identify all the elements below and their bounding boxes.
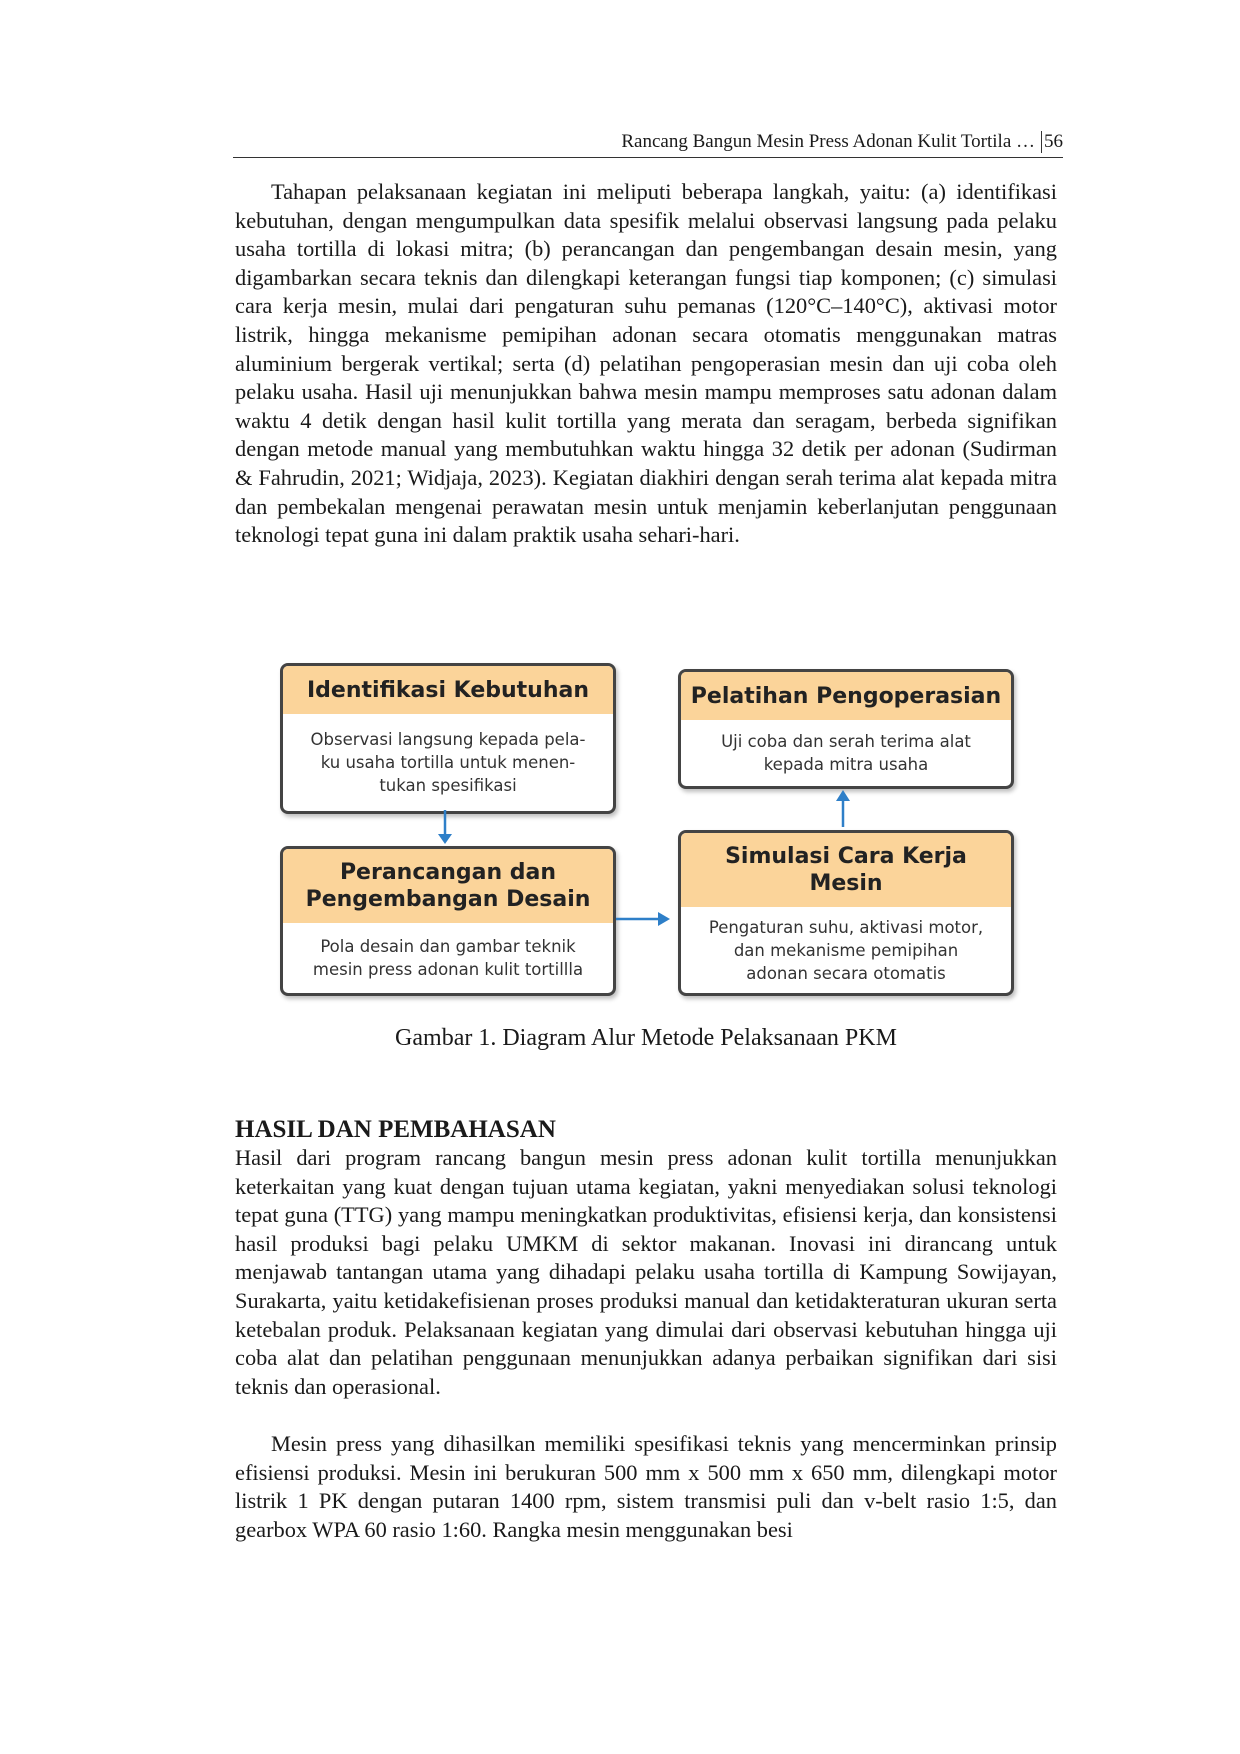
arrow-right-icon — [616, 908, 672, 930]
box-perancangan-line: Pola desain dan gambar teknik — [320, 937, 576, 956]
box-identifikasi-body — [283, 714, 613, 811]
box-simulasi-title — [681, 833, 1011, 907]
box-simulasi-title-line: Simulasi Cara Kerja — [725, 844, 967, 869]
arrow-up-icon — [832, 789, 854, 827]
arrow-down-icon — [434, 810, 456, 846]
box-perancangan-title — [283, 849, 613, 923]
box-simulasi-title-line: Mesin — [809, 871, 883, 896]
box-identifikasi-line: ku usaha tortilla untuk menen- — [320, 753, 576, 772]
box-pelatihan-line: Uji coba dan serah terima alat — [721, 732, 971, 751]
figure-caption: Gambar 1. Diagram Alur Metode Pelaksanaan PKM — [395, 1025, 897, 1051]
paragraph-specifications: Mesin press yang dihasilkan memiliki spesifikasi teknis yang mencerminkan prinsip efisiensi produksi. Mesin ini berukuran 500 mm x 500 mm x 650 mm, dilengkapi motor listrik 1 PK dengan putaran 1400 rpm, sistem transmisi puli dan v-belt rasio 1:5, dan gearbox WPA 60 rasio 1:60. Rangka mesin menggunakan besi — [235, 1431, 1057, 1542]
box-pelatihan-title: Pelatihan Pengoperasian — [681, 672, 1011, 720]
box-identifikasi-line: Observasi langsung kepada pela- — [310, 730, 586, 749]
box-pelatihan-body — [681, 720, 1011, 786]
box-simulasi-line: adonan secara otomatis — [746, 963, 946, 983]
box-identifikasi-line: tukan spesifikasi — [379, 776, 517, 795]
box-simulasi — [678, 830, 1014, 996]
box-perancangan-body — [283, 923, 613, 993]
box-perancangan — [280, 846, 616, 996]
box-simulasi-line: Pengaturan suhu, aktivasi motor, — [708, 917, 984, 937]
section-heading: HASIL DAN PEMBAHASAN — [235, 1116, 556, 1143]
page-number: 56 — [1041, 131, 1063, 153]
box-simulasi-line: dan mekanisme pemipihan — [733, 940, 959, 960]
box-simulasi-body — [681, 907, 1011, 993]
running-header — [233, 131, 1063, 158]
flow-diagram — [270, 655, 1030, 1005]
box-pelatihan-line: kepada mitra usaha — [763, 755, 929, 774]
box-identifikasi — [280, 663, 616, 814]
paragraph-method-steps: Tahapan pelaksanaan kegiatan ini meliputi beberapa langkah, yaitu: (a) identifikasi kebutuhan, dengan mengumpulkan data spesifik melalui observasi langsung pada pelaku usaha tortilla di lokasi mitra; (b) perancangan dan pengembangan desain mesin, yang digambarkan secara teknis dan dilengkapi keterangan fungsi tiap komponen; (c) simulasi cara kerja mesin, mulai dari pengaturan suhu pemanas (120°C–140°C), aktivasi motor listrik, hingga mekanisme pemipihan adonan secara otomatis menggunakan matras aluminium bergerak vertikal; serta (d) pelatihan pengoperasian mesin dan uji coba oleh pelaku usaha. Hasil uji menunjukkan bahwa mesin mampu memproses satu adonan dalam waktu 4 detik dengan hasil kulit tortilla yang merata dan seragam, berbeda signifikan dengan metode manual yang membutuhkan waktu hingga 32 detik per adonan (Sudirman & Fahrudin, 2021; Widjaja, 2023). Kegiatan diakhiri dengan serah terima alat kepada mitra dan pembekalan mengenai perawatan mesin untuk menjamin keberlanjutan penggunaan teknologi tepat guna ini dalam praktik usaha sehari-hari. — [235, 179, 1057, 548]
box-perancangan-title-line: Pengembangan Desain — [305, 887, 591, 912]
box-pelatihan — [678, 669, 1014, 789]
box-perancangan-line: mesin press adonan kulit tortillla — [312, 960, 584, 979]
header-title: Rancang Bangun Mesin Press Adonan Kulit Tortila … — [621, 131, 1035, 152]
box-perancangan-title-line: Perancangan dan — [339, 860, 557, 885]
box-identifikasi-title: Identifikasi Kebutuhan — [283, 666, 613, 714]
paragraph-results: Hasil dari program rancang bangun mesin press adonan kulit tortilla menunjukkan keterkaitan yang kuat dengan tujuan utama kegiatan, yakni menyediakan solusi teknologi tepat guna (TTG) yang mampu meningkatkan produktivitas, efisiensi kerja, dan konsistensi hasil produksi bagi pelaku UMKM di sektor makanan. Inovasi ini dirancang untuk menjawab tantangan utama yang dihadapi pelaku usaha tortilla di Kampung Sowijayan, Surakarta, yaitu ketidakefisienan proses produksi manual dan ketidakteraturan ukuran serta ketebalan produk. Pelaksanaan kegiatan yang dimulai dari observasi kebutuhan hingga uji coba alat dan pelatihan penggunaan menunjukkan adanya perbaikan signifikan dari sisi teknis dan operasional. — [235, 1145, 1057, 1399]
